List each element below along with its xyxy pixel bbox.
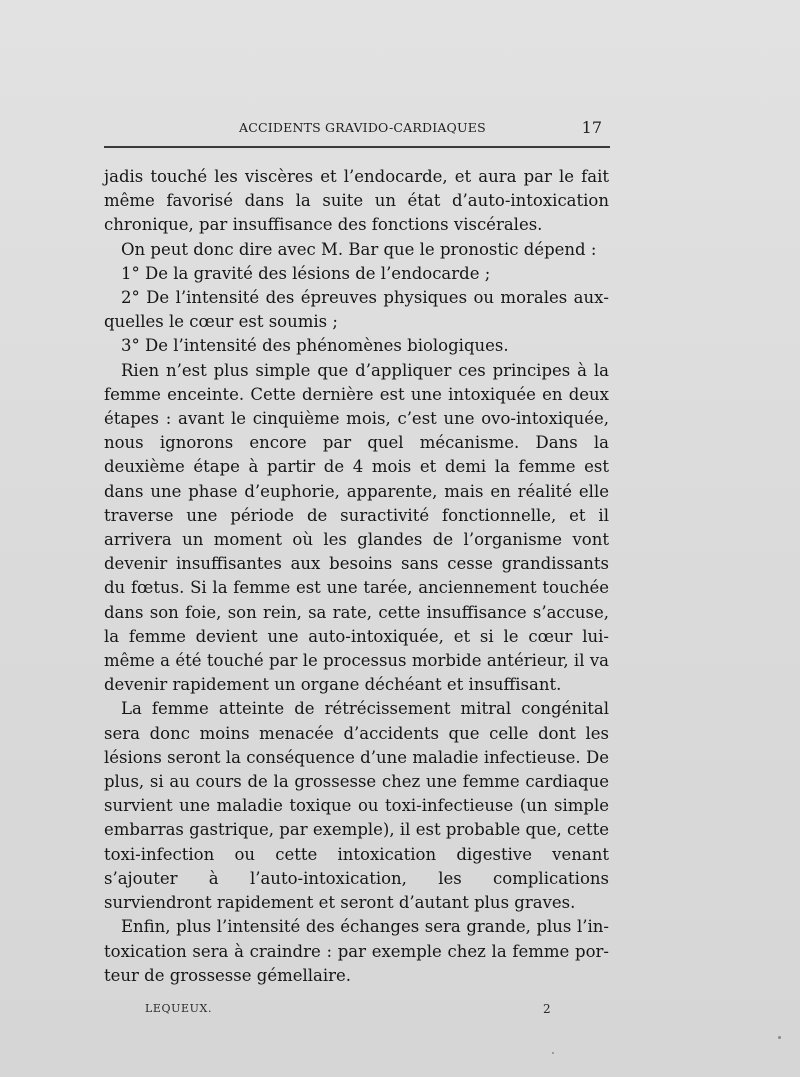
list-item-1: 1° De la gravité des lésions de l’endocarde ; [121,263,491,283]
page-number: 17 [581,118,602,137]
signature-author: LEQUEUX. [145,1002,213,1015]
signature-line [145,1000,565,1020]
paragraph-femme-enceinte: Rien n’est plus simple que d’appliquer ces principes à la femme enceinte. Cette dernière est une intoxiquée en deux étapes : avant le cinquième mois, c’est une ovo-intoxiquée, nous ignorons encore par quel mécanisme. Dans la deuxième étape à partir de 4 mois et demi la femme est dans une phase d’euphorie, apparente, mais en réalité elle traverse une période de suractivité fonctionnelle, et il arrivera un moment où les glandes de l’organisme vont devenir insuffisantes aux besoins sans cesse grandissants du fœtus. Si la femme est une tarée, anciennement touchée dans son foie, son rein, sa rate, cette insuffisance s’accuse, la femme devient une auto-intoxiquée, et si le cœur lui-même a été touché par le processus morbide antérieur, il va devenir rapidement un organe déchéant et insuffisant. [104,360,609,695]
paragraph-retrecissement: La femme atteinte de rétrécissement mitral congénital sera donc moins menacée d’accidents que celle dont les lésions seront la conséquence d’une maladie infectieuse. De plus, si au cours de la grossesse chez une femme cardiaque survient une maladie toxique ou toxi-infectieuse (un simple embarras gastrique, par exemple), il est probable que, cette toxi-infection ou cette intoxication digestive venant s’ajouter à l’auto-intoxication, les complications surviendront rapidement et seront d’autant plus graves. [104,699,609,913]
running-title: ACCIDENTS GRAVIDO-CARDIAQUES [239,120,486,135]
paper-speck [552,1052,554,1054]
body-text [104,165,609,988]
list-item-3: 3° De l’intensité des phénomènes biologiques. [121,336,509,356]
signature-number: 2 [543,1002,551,1016]
paragraph-continuation: jadis touché les viscères et l’endocarde, et aura par le fait même favorisé dans la suite un état d’auto-intoxication chronique, par insuffisance des fonctions viscérales. [104,167,609,235]
paragraph-enfin: Enfin, plus l’intensité des échanges sera grande, plus l’intoxication sera à craindre : par exemple chez la femme porteur de grossesse gémellaire. [104,917,609,985]
list-item-2: 2° De l’intensité des épreuves physiques ou morales auxquelles le cœur est soumis ; [104,288,609,332]
header-rule [104,146,610,148]
running-header [104,118,608,140]
paragraph-pronostic: On peut donc dire avec M. Bar que le pronostic dépend : [121,239,597,259]
paper-speck [778,1036,781,1039]
